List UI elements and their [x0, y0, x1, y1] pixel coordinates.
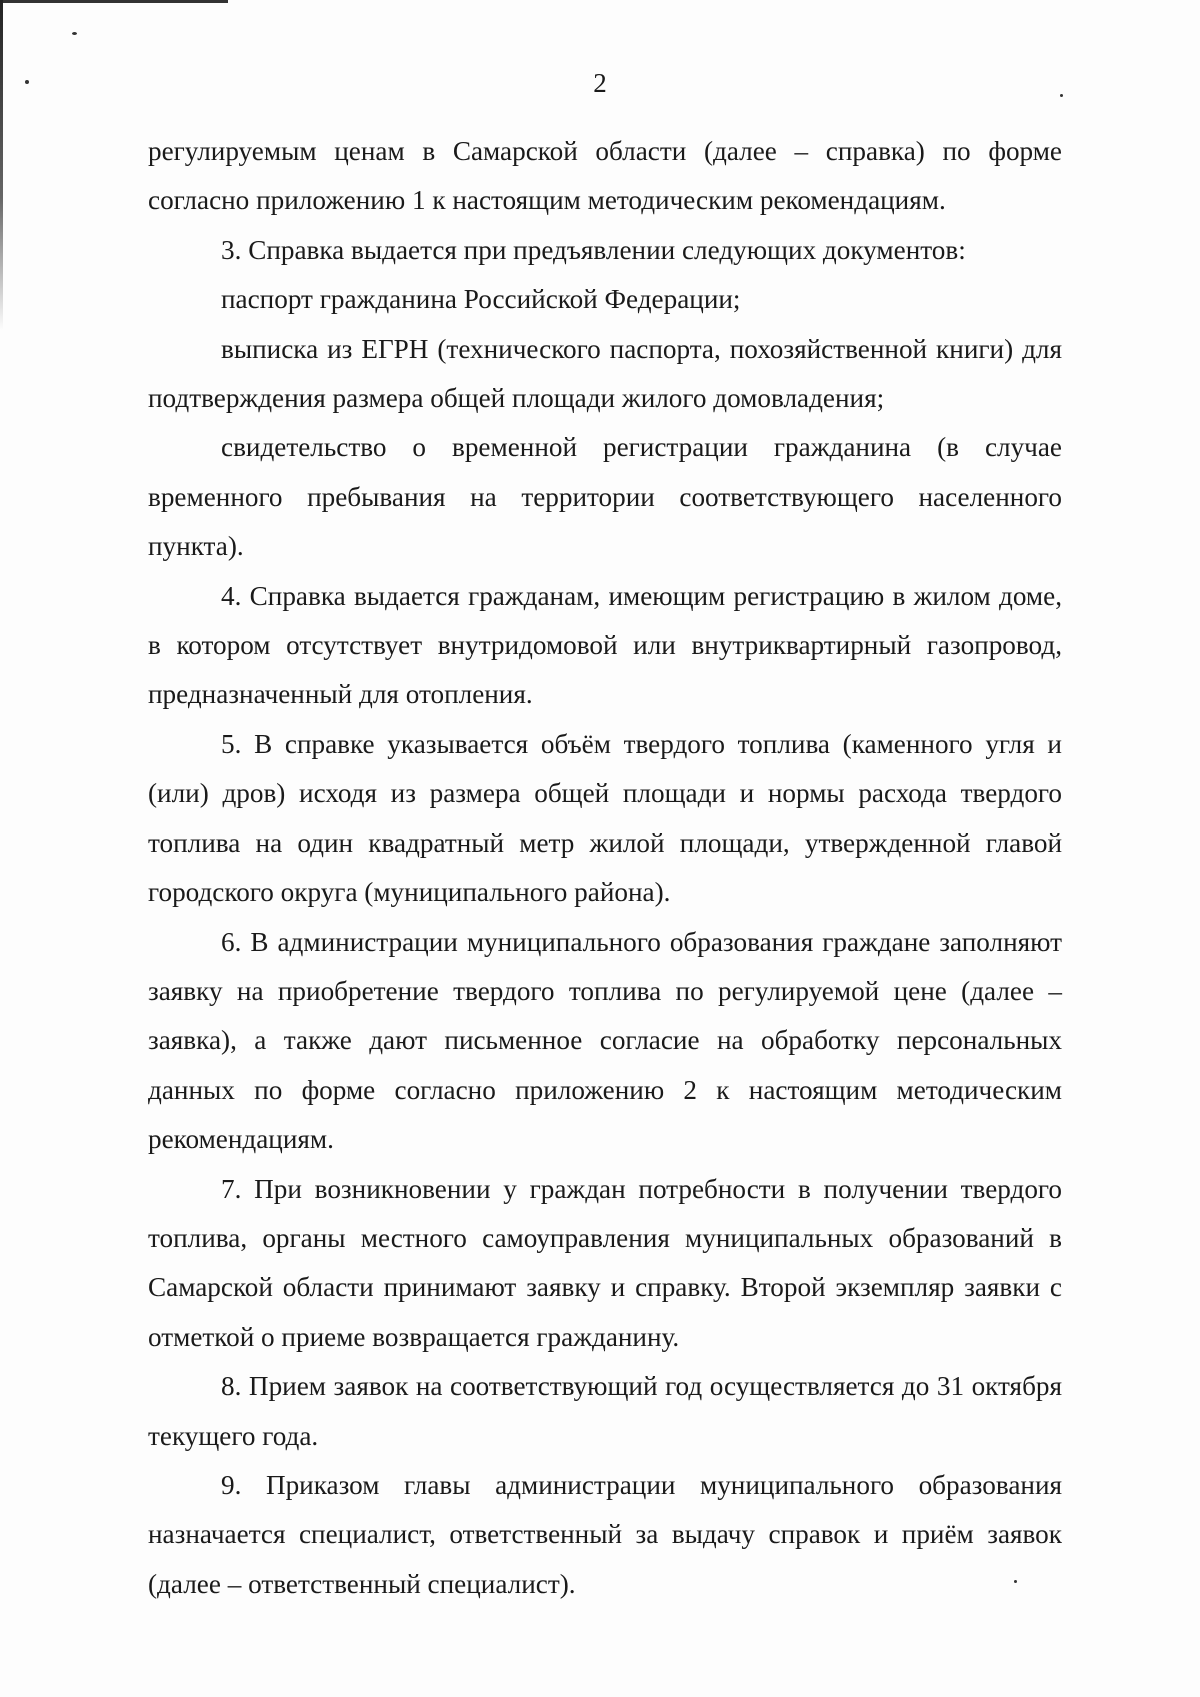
scan-speck — [72, 32, 77, 35]
paragraph-item-6: 6. В администрации муниципального образования граждане заполняют заявку на приобретение твердого топлива по регулируемой цене (далее – заявка), а также дают письменное согласие на обработку персональных данных по форме согласно приложению 2 к настоящим методическим рекомендациям. — [148, 926, 1062, 1155]
scan-edge-left — [0, 0, 3, 330]
paragraph-item-4: 4. Справка выдается гражданам, имеющим регистрацию в жилом доме, в котором отсутствует внутридомовой или внутриквартирный газопровод, предназначенный для отопления. — [148, 580, 1062, 710]
scan-edge-top — [0, 0, 228, 3]
paragraph-item-5: 5. В справке указывается объём твердого топлива (каменного угля и (или) дров) исходя из размера общей площади и нормы расхода твердого топлива на один квадратный метр жилой площади, утвержденной главой городского округа (муниципального района). — [148, 728, 1062, 908]
paragraph-egrn-extract: выписка из ЕГРН (технического паспорта, похозяйственной книги) для подтверждения размера общей площади жилого домовладения; — [148, 333, 1062, 414]
paragraph-item-7: 7. При возникновении у граждан потребности в получении твердого топлива, органы местного самоуправления муниципальных образований в Самарской области принимают заявку и справку. Второй экземпляр заявки с отметкой о приеме возвращается гражданину. — [148, 1173, 1062, 1352]
document-body — [148, 127, 1062, 1609]
paragraph-temporary-registration: свидетельство о временной регистрации гражданина (в случае временного пребывания на территории соответствующего населенного пункта). — [148, 432, 1062, 562]
page-number: 2 — [593, 68, 607, 98]
paragraph-item-3: 3. Справка выдается при предъявлении следующих документов: — [221, 234, 966, 265]
paragraph-continuation: регулируемым ценам в Самарской области (далее – справка) по форме согласно приложению 1 к настоящим методическим рекомендациям. — [148, 136, 1062, 216]
paragraph-item-9: 9. Приказом главы администрации муниципального образования назначается специалист, ответственный за выдачу справок и приём заявок (далее – ответственный специалист). — [148, 1469, 1062, 1599]
paragraph-passport: паспорт гражданина Российской Федерации; — [221, 284, 741, 315]
paragraph-item-8: 8. Прием заявок на соответствующий год осуществляется до 31 октября текущего года. — [148, 1371, 1062, 1451]
